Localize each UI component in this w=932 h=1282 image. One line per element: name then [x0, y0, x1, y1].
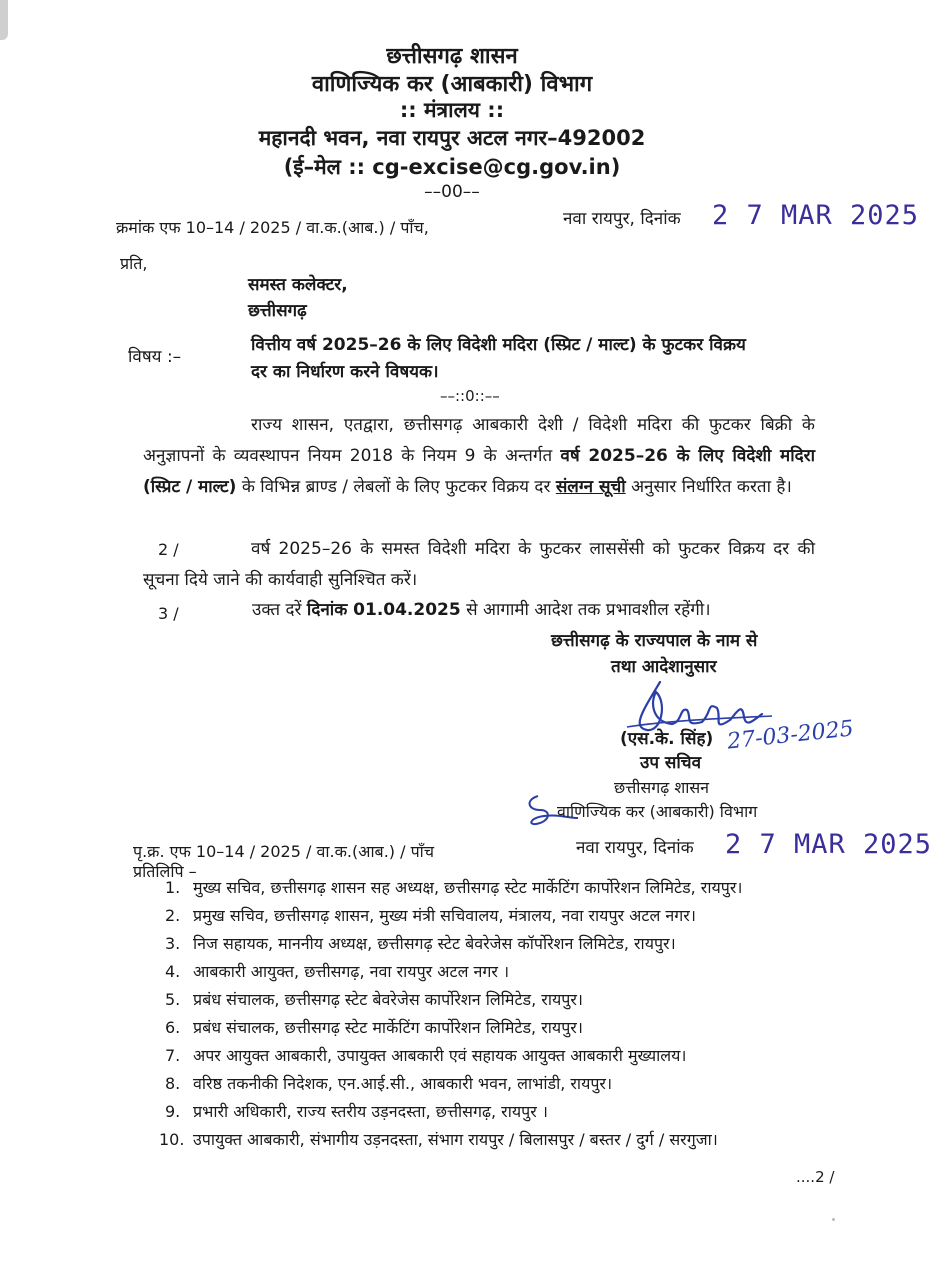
signatory-designation: उप सचिव: [640, 753, 702, 773]
page-continuation: ....2 /: [796, 1168, 835, 1186]
subject-separator: ––::0::––: [440, 387, 500, 405]
body-paragraph-1: [143, 410, 815, 503]
p2-text: वर्ष 2025–26 के समस्त विदेशी मदिरा के फुटकर लाससेंसी को फुटकर विक्रय दर की सूचना दिये जाने की कार्यवाही सुनिश्चित करें।: [143, 539, 815, 590]
list-item: 5. प्रबंध संचालक, छत्तीसगढ़ स्टेट बेवरेजेस कार्पोरेशन लिमिटेड, रायपुर।: [165, 990, 583, 1009]
p1-text-e: अनुसार निर्धारित करता है।: [631, 477, 792, 497]
list-item: 4. आबकारी आयुक्त, छत्तीसगढ़, नवा रायपुर अटल नगर ।: [165, 962, 510, 981]
endorsement-date-stamp: 2 7 MAR 2025: [725, 829, 932, 860]
header-mantralaya: :: मंत्रालय ::: [399, 98, 505, 122]
copy-label: प्रतिलिपि –: [133, 862, 197, 881]
subject-label: विषय :–: [128, 347, 182, 367]
copy-list: [145, 875, 845, 1155]
reference-date-label: नवा रायपुर, दिनांक: [563, 209, 681, 229]
header-department: वाणिज्यिक कर (आबकारी) विभाग: [311, 72, 593, 97]
scan-speck: [832, 1218, 835, 1221]
subject-line1: वित्तीय वर्ष 2025–26 के लिए विदेशी मदिरा (स्प्रिट / माल्ट) के फुटकर विक्रय: [251, 335, 746, 355]
p1-text-a: राज्य शासन, एतद्वारा, छत्तीसगढ़ आबकारी देशी / विदेशी मदिरा की फुटकर बिक्री के अनुज्ञापनों के व्यवस्थापन नियम 2018 के नियम 9 के अन्तर्गत: [143, 415, 815, 466]
signatory-government: छत्तीसगढ़ शासन: [614, 778, 710, 797]
p3-text-c: से आगामी आदेश तक प्रभावशील रहेंगी।: [466, 600, 711, 620]
order-line-2: तथा आदेशानुसार: [611, 657, 717, 677]
reference-number: क्रमांक एफ 10–14 / 2025 / वा.क.(आब.) / पाँच,: [116, 218, 429, 237]
reference-date-stamp: 2 7 MAR 2025: [712, 200, 920, 231]
list-item: 3. निज सहायक, माननीय अध्यक्ष, छत्तीसगढ़ स्टेट बेवरेजेस कॉर्पोरेशन लिमिटेड, रायपुर।: [165, 934, 676, 953]
list-item: 6. प्रबंध संचालक, छत्तीसगढ़ स्टेट मार्केटिंग कार्पोरेशन लिमिटेड, रायपुर।: [165, 1018, 583, 1037]
header-email: (ई–मेल :: cg-excise@cg.gov.in): [283, 155, 621, 179]
header-address: महानदी भवन, नवा रायपुर अटल नगर–492002: [258, 126, 646, 150]
handwritten-date: 27-03-2025: [726, 716, 855, 755]
p1-text-d: संलग्न सूची: [555, 477, 626, 497]
list-item: 2. प्रमुख सचिव, छत्तीसगढ़ शासन, मुख्य मंत्री सचिवालय, मंत्रालय, नवा रायपुर अटल नगर।: [165, 906, 696, 925]
p1-text-c: के विभिन्न ब्राण्ड / लेबलों के लिए फुटकर विक्रय दर: [241, 477, 551, 497]
header-separator: ––00––: [424, 182, 480, 202]
p1-text-b: वर्ष 2025–26 के लिए विदेशी मदिरा (स्प्रिट / माल्ट): [143, 446, 815, 497]
p3-text-a: उक्त दरें: [252, 600, 302, 620]
list-item: 10. उपायुक्त आबकारी, संभागीय उड़नदस्ता, संभाग रायपुर / बिलासपुर / बस्तर / दुर्ग / सरगुजा।: [159, 1130, 718, 1149]
subject-line2: दर का निर्धारण करने विषयक।: [251, 362, 439, 382]
list-item: 1. मुख्य सचिव, छत्तीसगढ़ शासन सह अध्यक्ष, छत्तीसगढ़ स्टेट मार्केटिंग कार्पोरेशन लिमिटेड, रायपुर।: [165, 878, 743, 897]
endorsement-date-label: नवा रायपुर, दिनांक: [576, 838, 694, 858]
recipient-line1: समस्त कलेक्टर,: [248, 275, 348, 295]
list-item: 9. प्रभारी अधिकारी, राज्य स्तरीय उड़नदस्ता, छत्तीसगढ़, रायपुर ।: [165, 1102, 548, 1121]
signatory-department: वाणिज्यिक कर (आबकारी) विभाग: [557, 802, 758, 821]
paragraph-3-number: 3 /: [158, 604, 179, 623]
header-government: छत्तीसगढ़ शासन: [386, 44, 518, 69]
signatory-name: (एस.के. सिंह): [620, 729, 714, 749]
body-paragraph-2: [143, 534, 815, 596]
paragraph-2-number: 2 /: [158, 540, 179, 559]
list-item: 7. अपर आयुक्त आबकारी, उपायुक्त आबकारी एवं सहायक आयुक्त आबकारी मुख्यालय।: [165, 1046, 687, 1065]
p3-text-b: दिनांक 01.04.2025: [306, 600, 461, 620]
endorsement-number: पृ.क्र. एफ 10–14 / 2025 / वा.क.(आब.) / पाँच: [133, 842, 434, 861]
body-paragraph-3: [252, 597, 711, 620]
recipient-line2: छत्तीसगढ़: [248, 301, 307, 321]
list-item: 8. वरिष्ठ तकनीकी निदेशक, एन.आई.सी., आबकारी भवन, लाभांडी, रायपुर।: [165, 1074, 613, 1093]
recipient-prefix: प्रति,: [120, 254, 148, 273]
scan-edge-mark: [0, 0, 8, 40]
order-line-1: छत्तीसगढ़ के राज्यपाल के नाम से: [551, 631, 758, 651]
